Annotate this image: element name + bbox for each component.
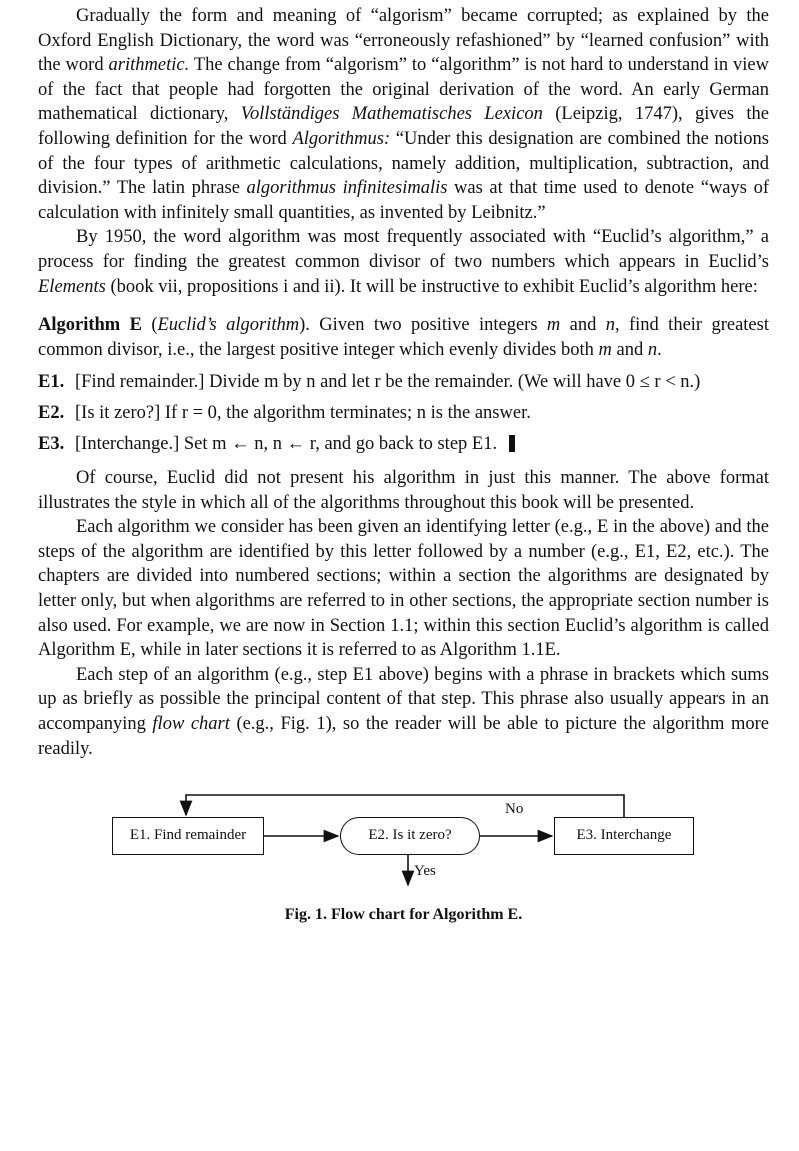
step-e3 — [38, 432, 769, 457]
figure-caption — [38, 903, 769, 928]
flow-box-interchange: E3. Interchange — [554, 817, 694, 855]
caption-text: Flow chart for Algorithm E. — [330, 906, 523, 924]
flow-label-yes: Yes — [414, 863, 436, 880]
step-label: E2. — [38, 402, 65, 423]
paragraph-euclid-intro: By 1950, the word algorithm was most frequently associated with “Euclid’s algorithm,” a process for finding the greatest common divisor of two numbers which appears in Euclid’s Elements (book vii, propositions i and ii). It will be instructive to exhibit Euclid’s algorithm here: — [38, 227, 769, 297]
paragraph-format: Of course, Euclid did not present his algorithm in just this manner. The above format illustrates the style in which all of the algorithms throughout this book will be presented. — [38, 468, 769, 513]
step-e1 — [38, 370, 769, 395]
algorithm-heading: Algorithm E (Euclid’s algorithm). Given two positive integers m and n, find their greatest common divisor, i.e., the largest positive integer which evenly divides both m and n. — [38, 315, 769, 360]
step-text: [Interchange.] Set m ← n, n ← r, and go back to step E1. — [75, 433, 498, 454]
end-of-algorithm-mark — [509, 435, 515, 452]
paragraph-history: Gradually the form and meaning of “algorism” became corrupted; as explained by the Oxford English Dictionary, the word was “erroneously refashioned” by “learned confusion” with the word arithmetic. The change from “algorism” to “algorithm” is not hard to understand in view of the fact that people had forgotten the original derivation of the word. An early German mathematical dictionary, Vollständiges Mathematisches Lexicon (Leipzig, 1747), gives the following definition for the word Algorithmus: “Under this designation are combined the notions of the four types of arithmetic calculations, namely addition, multiplication, subtraction, and division.” The latin phrase algorithmus infinitesimalis was at that time used to denote “ways of calculation with infinitely small quantities, as invented by Leibnitz.” — [38, 6, 769, 223]
flow-box-is-it-zero: E2. Is it zero? — [340, 817, 480, 855]
step-label: E3. — [38, 433, 65, 454]
paragraph-naming: Each algorithm we consider has been given an identifying letter (e.g., E in the above) and the steps of the algorithm are identified by this letter followed by a number (e.g., E1, E2, etc.). The chapters are divided into numbered sections; within a section the algorithms are designated by letter only, but when algorithms are referred to in other sections, the appropriate section number is also used. For example, we are now in Section 1.1; within this section Euclid’s algorithm is called Algorithm E, while in later sections it is referred to as Algorithm 1.1E. — [38, 517, 769, 661]
algorithm-name: Algorithm E — [38, 315, 142, 336]
step-label: E1. — [38, 372, 65, 393]
flow-chart-figure — [38, 777, 769, 949]
paragraph-steps: Each step of an algorithm (e.g., step E1 above) begins with a phrase in brackets which sums up as briefly as possible the principal content of that step. This phrase also usually appears in an accompanying flow chart (e.g., Fig. 1), so the reader will be able to picture the algorithm more readily. — [38, 664, 769, 759]
step-e2 — [38, 401, 769, 426]
flow-box-find-remainder: E1. Find remainder — [112, 817, 264, 855]
loop-back-arrow — [186, 795, 624, 817]
flow-label-no: No — [505, 801, 524, 818]
caption-number: Fig. 1. — [284, 906, 327, 924]
step-text: [Find remainder.] Divide m by n and let r be the remainder. (We will have 0 ≤ r < n.) — [75, 372, 701, 393]
step-text: [Is it zero?] If r = 0, the algorithm terminates; n is the answer. — [75, 402, 531, 423]
algorithm-steps — [38, 370, 769, 456]
